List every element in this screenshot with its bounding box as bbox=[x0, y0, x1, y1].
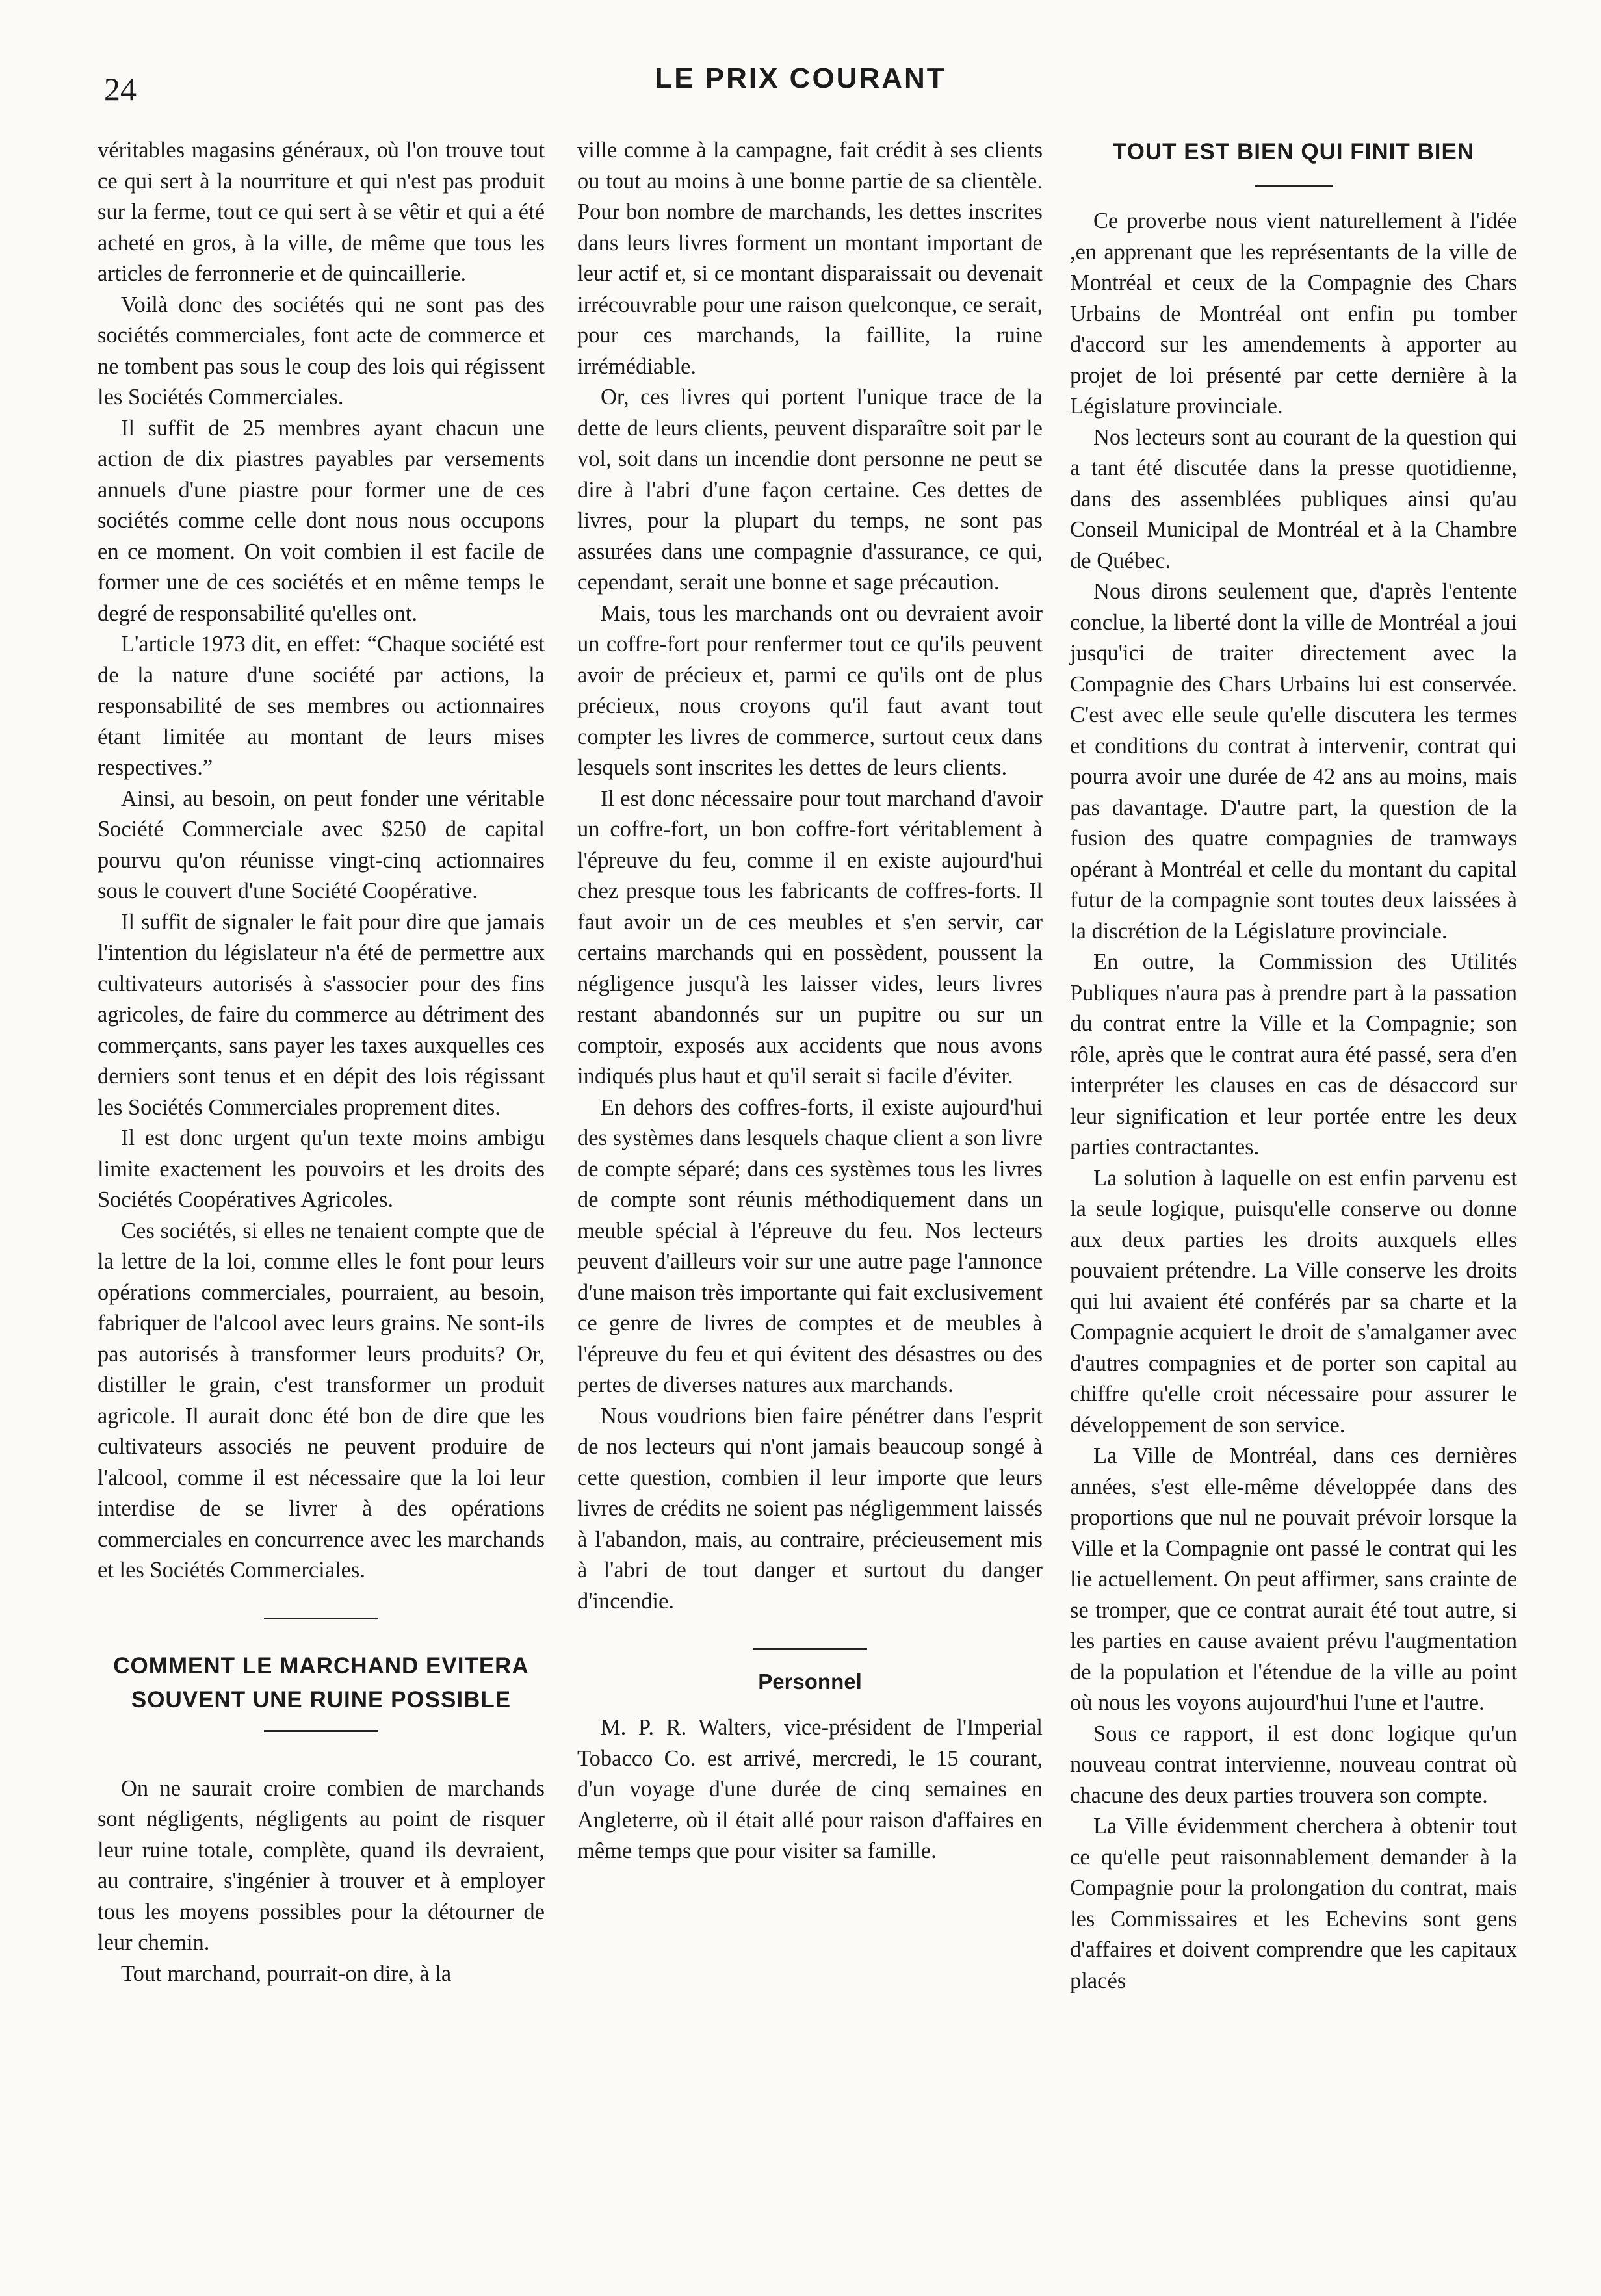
article-paragraph: Il est donc nécessaire pour tout marchand d'avoir un coffre-fort, un bon coffre-fort véritablement à l'épreuve du feu, comme il en existe aujourd'hui chez presque tous les fabricants de coffres-forts. Il faut avoir un de ces meubles et s'en servir, car certains marchands qui en possèdent, poussent la négligence jusqu'à les laisser vides, leurs livres restant abandonnés sur un pupitre ou sur un comptoir, exposés aux accidents que nous avons indiqués plus haut et qu'il serait si facile d'éviter. bbox=[577, 786, 1043, 1089]
article-paragraph: Or, ces livres qui portent l'unique trace de la dette de leurs clients, peuvent disparaître soit par le vol, soit dans un incendie dont personne ne peut se dire à l'abri d'une façon certaine. Ces dettes de livres, pour la plupart du temps, ne sont pas assurées dans une compagnie d'assurance, ce qui, cependant, serait une bonne et sage précaution. bbox=[577, 385, 1043, 595]
article-paragraph: En dehors des coffres-forts, il existe aujourd'hui des systèmes dans lesquels chaque client a son livre de compte séparé; dans ces systèmes tous les livres de compte sont réunis méthodiquement dans un meuble spécial à l'épreuve du feu. Nos lecteurs peuvent d'ailleurs voir sur une autre page l'annonce d'une maison très importante qui fait exclusivement ce genre de livres de comptes et de meubles à l'épreuve du feu et qui évitent des désastres ou des pertes de diverses natures aux marchands. bbox=[577, 1094, 1043, 1397]
article-paragraph: La Ville de Montréal, dans ces dernières années, s'est elle-même développée dans des proportions que nul ne pouvait prévoir lorsque la Ville et la Compagnie ont passé le contrat qui les lie actuellement. On peut affirmer, sans crainte de se tromper, que ce contrat aurait été tout autre, si les parties en cause avaient prévu l'augmentation de la population et l'étendue de la ville au point où nous les voyons aujourd'hui l'une et l'autre. bbox=[1070, 1443, 1517, 1715]
article-paragraph: Nous dirons seulement que, d'après l'entente conclue, la liberté dont la ville de Montréal a joui jusqu'ici de traiter directement avec la Compagnie des Chars Urbains lui est conservée. C'est avec elle seule qu'elle discutera les termes et conditions du contrat à intervenir, contrat qui pourra avoir une durée de 42 ans au moins, mais pas davantage. D'autre part, la question de la fusion des quatre compagnies de tramways opérant à Montréal et celle du montant du capital futur de la compagnie sont toutes deux laissées à la discrétion de la Législature provinciale. bbox=[1070, 579, 1517, 944]
article-paragraph: Il est donc urgent qu'un texte moins ambigu limite exactement les pouvoirs et les droits des Sociétés Coopératives Agricoles. bbox=[98, 1126, 545, 1212]
article-paragraph: Voilà donc des sociétés qui ne sont pas des sociétés commerciales, font acte de commerce et ne tombent pas sous le coup des lois qui régissent les Sociétés Commerciales. bbox=[98, 292, 545, 409]
article-paragraph: Il suffit de signaler le fait pour dire que jamais l'intention du législateur n'a été de permettre aux cultivateurs autorisés à s'associer pour des fins agricoles, de faire du commerce au détriment des commerçants, sans payer les taxes auxquelles ces derniers sont tenus et en dépit des lois régissant les Sociétés Commerciales proprement dites. bbox=[98, 909, 545, 1120]
column-3 bbox=[1070, 135, 1517, 1996]
section-divider bbox=[264, 1618, 378, 1619]
column-2 bbox=[577, 135, 1043, 1867]
headline-rule bbox=[264, 1730, 378, 1732]
article-paragraph: Ainsi, au besoin, on peut fonder une véritable Société Commerciale avec $250 de capital pourvu qu'on réunisse vingt-cinq actionnaires sous le couvert d'une Société Coopérative. bbox=[98, 786, 545, 903]
article-paragraph: En outre, la Commission des Utilités Publiques n'aura pas à prendre part à la passation du contrat entre la Ville et la Compagnie; son rôle, après que le contrat aura été passé, sera d'en interpréter les clauses en cas de désaccord sur leur signification et leur portée entre les deux parties contractantes. bbox=[1070, 949, 1517, 1159]
column-1 bbox=[98, 135, 545, 1989]
article-paragraph: Mais, tous les marchands ont ou devraient avoir un coffre-fort pour renfermer tout ce qu'ils peuvent avoir de précieux et, parmi ce qu'ils ont de plus précieux, nous croyons qu'il faut avant tout compter les livres de commerce, surtout ceux dans lesquels sont inscrites les dettes de leurs clients. bbox=[577, 600, 1043, 780]
article-paragraph: ville comme à la campagne, fait crédit à ses clients ou tout au moins à une bonne partie de sa clientèle. Pour bon nombre de marchands, les dettes inscrites dans leurs livres forment un montant important de leur actif et, si ce montant disparaissait ou devenait irrécouvrable pour une raison quelconque, ce serait, pour ces marchands, la faillite, la ruine irrémédiable. bbox=[577, 138, 1043, 379]
running-title: LE PRIX COURANT bbox=[655, 62, 946, 94]
article-paragraph: L'article 1973 dit, en effet: “Chaque société est de la nature d'une société par actions, la responsabilité de ses membres ou actionnaires étant limitée au montant de leurs mises respectives.” bbox=[98, 632, 545, 780]
article-paragraph: Sous ce rapport, il est donc logique qu'un nouveau contrat intervienne, nouveau contrat où chacune des deux parties trouvera son compte. bbox=[1070, 1721, 1517, 1808]
article-headline: COMMENT LE MARCHAND EVITERA SOUVENT UNE RUINE POSSIBLE bbox=[113, 1653, 529, 1712]
article-paragraph: Tout marchand, pourrait-on dire, à la bbox=[121, 1961, 452, 1986]
section-divider bbox=[753, 1648, 867, 1650]
article-paragraph: Ces sociétés, si elles ne tenaient compte que de la lettre de la loi, comme elles le font pour leurs opérations commerciales, pourraient, au besoin, fabriquer de l'alcool avec leurs grains. Ne sont-ils pas autorisés à transformer leurs produits? Or, distiller le grain, c'est transformer un produit agricole. Il aurait donc été bon de dire que les cultivateurs associés ne peuvent produire de l'alcool, comme il est nécessaire que la loi leur interdise de se livrer à des opérations commerciales en concurrence avec les marchands et les Sociétés Commerciales. bbox=[98, 1218, 545, 1582]
article-paragraph: La Ville évidemment cherchera à obtenir tout ce qu'elle peut raisonnablement demander à la Compagnie pour la prolongation du contrat, mais les Commissaires et les Echevins sont gens d'affaires et doivent comprendre que les capitaux placés bbox=[1070, 1814, 1517, 1993]
article-paragraph: véritables magasins généraux, où l'on trouve tout ce qui sert à la nourriture et qui n'est pas produit sur la ferme, tout ce qui sert à se vêtir et qui a été acheté en gros, à la ville, de même que tous les articles de ferronnerie et de quincaillerie. bbox=[98, 138, 545, 286]
article-paragraph: Nous voudrions bien faire pénétrer dans l'esprit de nos lecteurs qui n'ont jamais beaucoup songé à cette question, combien il leur importe que leurs livres de crédits ne soient pas négligemment laissés à l'abandon, mais, au contraire, précieusement mis à l'abri de tout danger et surtout du danger d'incendie. bbox=[577, 1403, 1043, 1614]
article-paragraph: M. P. R. Walters, vice-président de l'Imperial Tobacco Co. est arrivé, mercredi, le 15 courant, d'un voyage d'une durée de cinq semaines en Angleterre, où il était allé pour raison d'affaires en même temps que pour visiter sa famille. bbox=[577, 1715, 1043, 1863]
article-paragraph: Ce proverbe nous vient naturellement à l'idée ,en apprenant que les représentants de la ville de Montréal et ceux de la Compagnie des Chars Urbains de Montréal ont enfin pu tomber d'accord sur les amendements à apporter au projet de loi présenté par cette dernière à la Législature provinciale. bbox=[1070, 209, 1517, 419]
article-paragraph: Il suffit de 25 membres ayant chacun une action de dix piastres payables par versements annuels d'une piastre pour former une de ces sociétés comme celle dont nous nous occupons en ce moment. On voit combien il est facile de former une de ces sociétés et en même temps le degré de responsabilité qu'elles ont. bbox=[98, 415, 545, 626]
article-headline: TOUT EST BIEN QUI FINIT BIEN bbox=[1112, 139, 1475, 164]
article-paragraph: On ne saurait croire combien de marchands sont négligents, négligents au point de risquer leur ruine totale, complète, quand ils devraient, au contraire, s'ingénier à trouver et à employer tous les moyens possibles pour la détourner de leur chemin. bbox=[98, 1775, 545, 1955]
page-number: 24 bbox=[104, 71, 137, 107]
headline-rule bbox=[1255, 185, 1333, 187]
article-paragraph: Nos lecteurs sont au courant de la question qui a tant été discutée dans la presse quotidienne, dans des assemblées publiques ainsi qu'au Conseil Municipal de Montréal et à la Chambre de Québec. bbox=[1070, 424, 1517, 573]
article-paragraph: La solution à laquelle on est enfin parvenu est la seule logique, puisqu'elle conserve ou donne aux deux parties les droits auxquels elles pouvaient prétendre. La Ville conserve les droits qui lui avaient été conférés par sa charte et la Compagnie acquiert le droit de s'amalgamer avec d'autres compagnies et de porter son capital au chiffre qu'elle croit nécessaire pour assurer le développement de son service. bbox=[1070, 1165, 1517, 1438]
section-subhead: Personnel bbox=[758, 1670, 862, 1694]
